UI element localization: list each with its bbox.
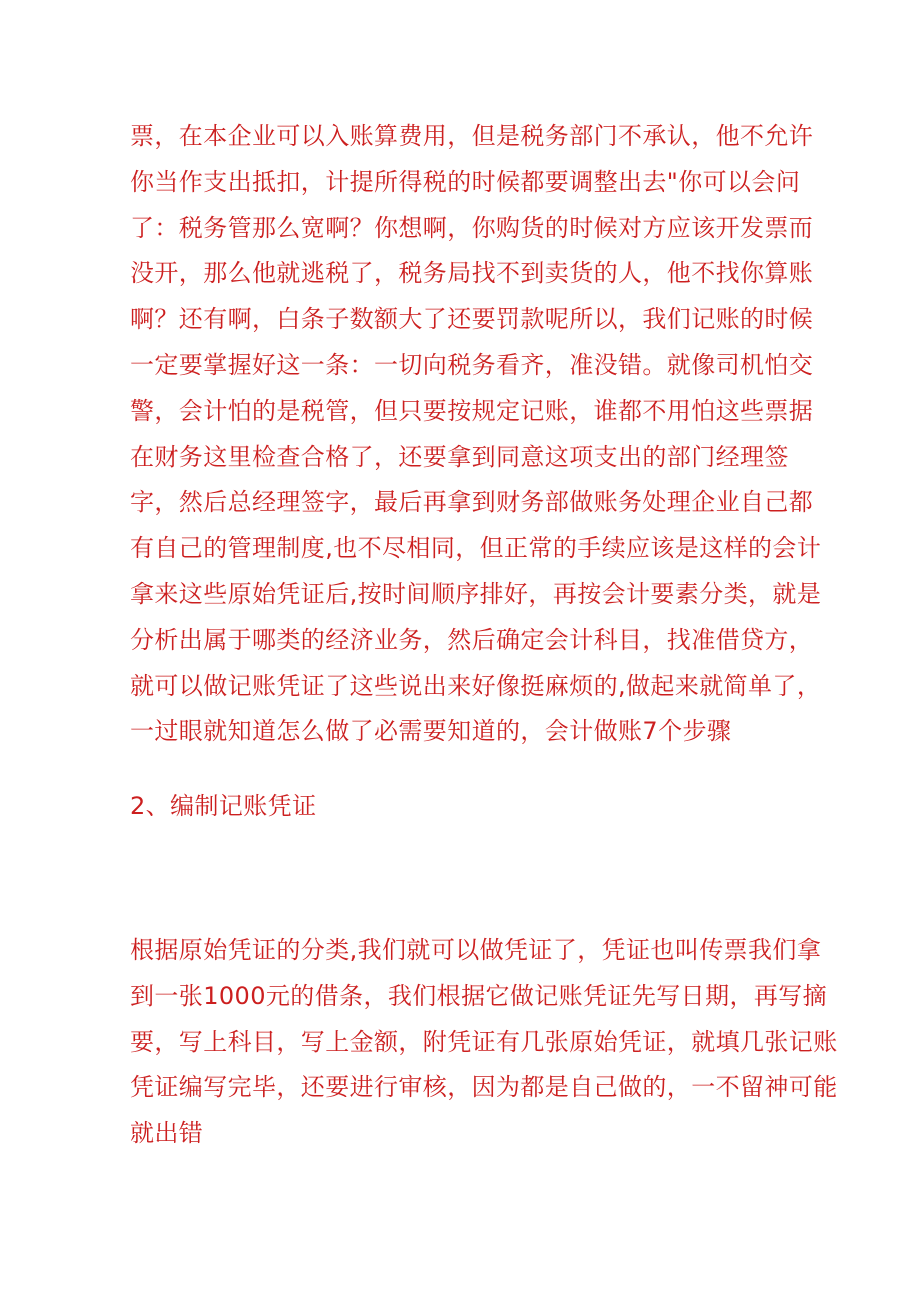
section-heading: 2、编制记账凭证 xyxy=(130,792,317,820)
paragraph-1-line: 没开，那么他就逃税了，税务局找不到卖货的人，他不找你算账 xyxy=(130,259,814,288)
paragraph-1-line: 拿来这些原始凭证后,按时间顺序排好，再按会计要素分类，就是 xyxy=(130,579,822,608)
paragraph-2-line: 根据原始凭证的分类,我们就可以做凭证了，凭证也叫传票我们拿 xyxy=(130,936,822,964)
paragraph-2-line: 凭证编写完毕，还要进行审核，因为都是自己做的，一不留神可能 xyxy=(130,1073,838,1102)
paragraph-1 xyxy=(130,114,822,755)
paragraph-1-line: 在财务这里检查合格了，还要拿到同意这项支出的部门经理签 xyxy=(130,442,789,471)
paragraph-2-line: 就出错 xyxy=(130,1119,204,1148)
paragraph-1-line: 字，然后总经理签字，最后再拿到财务部做账务处理企业自己都 xyxy=(130,488,814,517)
paragraph-1-line: 票，在本企业可以入账算费用，但是税务部门不承认，他不允许 xyxy=(130,122,814,150)
paragraph-2-line: 到一张1000元的借条，我们根据它做记账凭证先写日期，再写摘 xyxy=(130,981,828,1010)
paragraph-1-line: 你当作支出抵扣，计提所得税的时候都要调整出去"你可以会问 xyxy=(130,167,801,196)
paragraph-1-line: 就可以做记账凭证了这些说出来好像挺麻烦的,做起来就简单了， xyxy=(130,671,822,700)
paragraph-1-line: 了：税务管那么宽啊？你想啊，你购货的时候对方应该开发票而 xyxy=(130,213,814,242)
paragraph-1-line: 警，会计怕的是税管，但只要按规定记账，谁都不用怕这些票据 xyxy=(130,396,814,425)
paragraph-1-line: 一定要掌握好这一条：一切向税务看齐，准没错。就像司机怕交 xyxy=(130,350,814,379)
paragraph-1-line: 一过眼就知道怎么做了必需要知道的，会计做账7个步骤 xyxy=(130,717,732,746)
paragraph-1-line: 啊？还有啊，白条子数额大了还要罚款呢所以，我们记账的时候 xyxy=(130,305,814,334)
paragraph-2-line: 要，写上科目，写上金额，附凭证有几张原始凭证，就填几张记账 xyxy=(130,1027,838,1056)
paragraph-1-line: 有自己的管理制度,也不尽相同，但正常的手续应该是这样的会计 xyxy=(130,534,822,563)
paragraph-1-line: 分析出属于哪类的经济业务，然后确定会计科目，找准借贷方， xyxy=(130,625,814,654)
paragraph-2 xyxy=(130,928,838,1157)
